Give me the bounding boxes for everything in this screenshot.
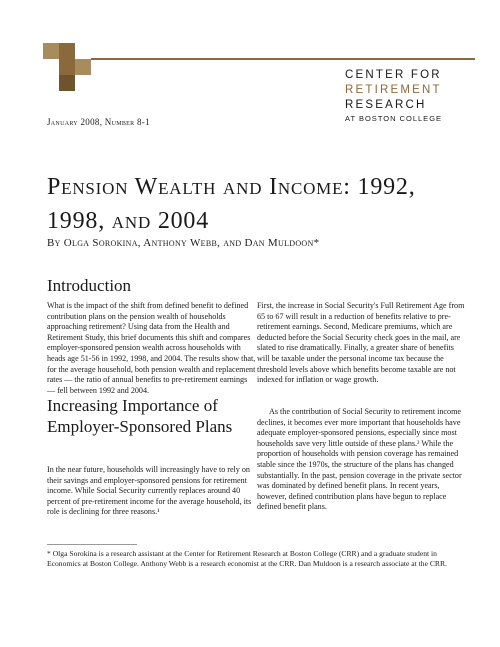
logo-square (43, 43, 59, 59)
body-paragraph: First, the increase in Social Security's Full Retirement Age from 65 to 67 will result in a reduction of benefits relative to pre-retirement earnings. Second, Medicare premiums, which are deducted before the Social Security check goes in the mail, are slated to rise dramatically. Finally, a greater share of benefits will be taxable under the personal income tax because the threshold levels above which benefits become taxable are not indexed for inflation or wage growth. (257, 301, 465, 385)
logo-line: AT BOSTON COLLEGE (345, 114, 443, 123)
logo-square (59, 59, 75, 75)
crr-logo (345, 68, 475, 125)
logo-square (75, 59, 91, 75)
brief-title: Pension Wealth and Income: 1992, 1998, and 2004 (47, 174, 416, 234)
logo-line: CENTER FOR (345, 69, 442, 81)
logo-line: RESEARCH (345, 99, 427, 111)
body-paragraph: In the near future, households will increasingly have to rely on their savings and employer-sponsored pensions for retirement income. While Social Security currently replaces around 40 percent of pre-retirement income for the average household, its role is declining for three reasons.¹ (47, 465, 252, 517)
footnote: * Olga Sorokina is a research assistant at the Center for Retirement Research at Boston College (CRR) and a graduate student in Economics at Boston College. Anthony Webb is a research economist at the CRR. Dan Muldoon is a research associate at the CRR. (47, 549, 447, 568)
issue-number: January 2008, Number 8-1 (47, 117, 150, 127)
logo-square (59, 75, 75, 91)
authors-line: By Olga Sorokina, Anthony Webb, and Dan Muldoon* (47, 237, 320, 249)
body-paragraph: As the contribution of Social Security to retirement income declines, it becomes ever more important that households have adequate employer-sponsored pensions, especially since most households save very little outside of these plans.² While the proportion of households with pension coverage has remained stable since the 1970s, the structure of the plans has changed substantially. In the past, pension coverage in the private sector was dominated by defined benefit plans. In recent years, however, defined contribution plans have begun to replace defined benefit plans. (257, 407, 462, 512)
body-paragraph: What is the impact of the shift from defined benefit to defined contribution plans on the pension wealth of households approaching retirement? Using data from the Health and Retirement Study, this brief documents this shift and compares employer-sponsored pension wealth across households with heads age 51-56 in 1992, 1998, and 2004. The results show that, for the average household, both pension wealth and replacement rates — the ratio of annual benefits to pre-retirement earnings — fell between 1992 and 2004. (47, 301, 256, 395)
logo-line: RETIREMENT (345, 84, 442, 96)
footnote-rule (47, 544, 137, 545)
logo-square (59, 43, 75, 59)
section-heading: Introduction (47, 276, 132, 295)
header-rule (91, 58, 475, 60)
section-heading: Increasing Importance of Employer-Sponsored Plans (47, 396, 233, 436)
